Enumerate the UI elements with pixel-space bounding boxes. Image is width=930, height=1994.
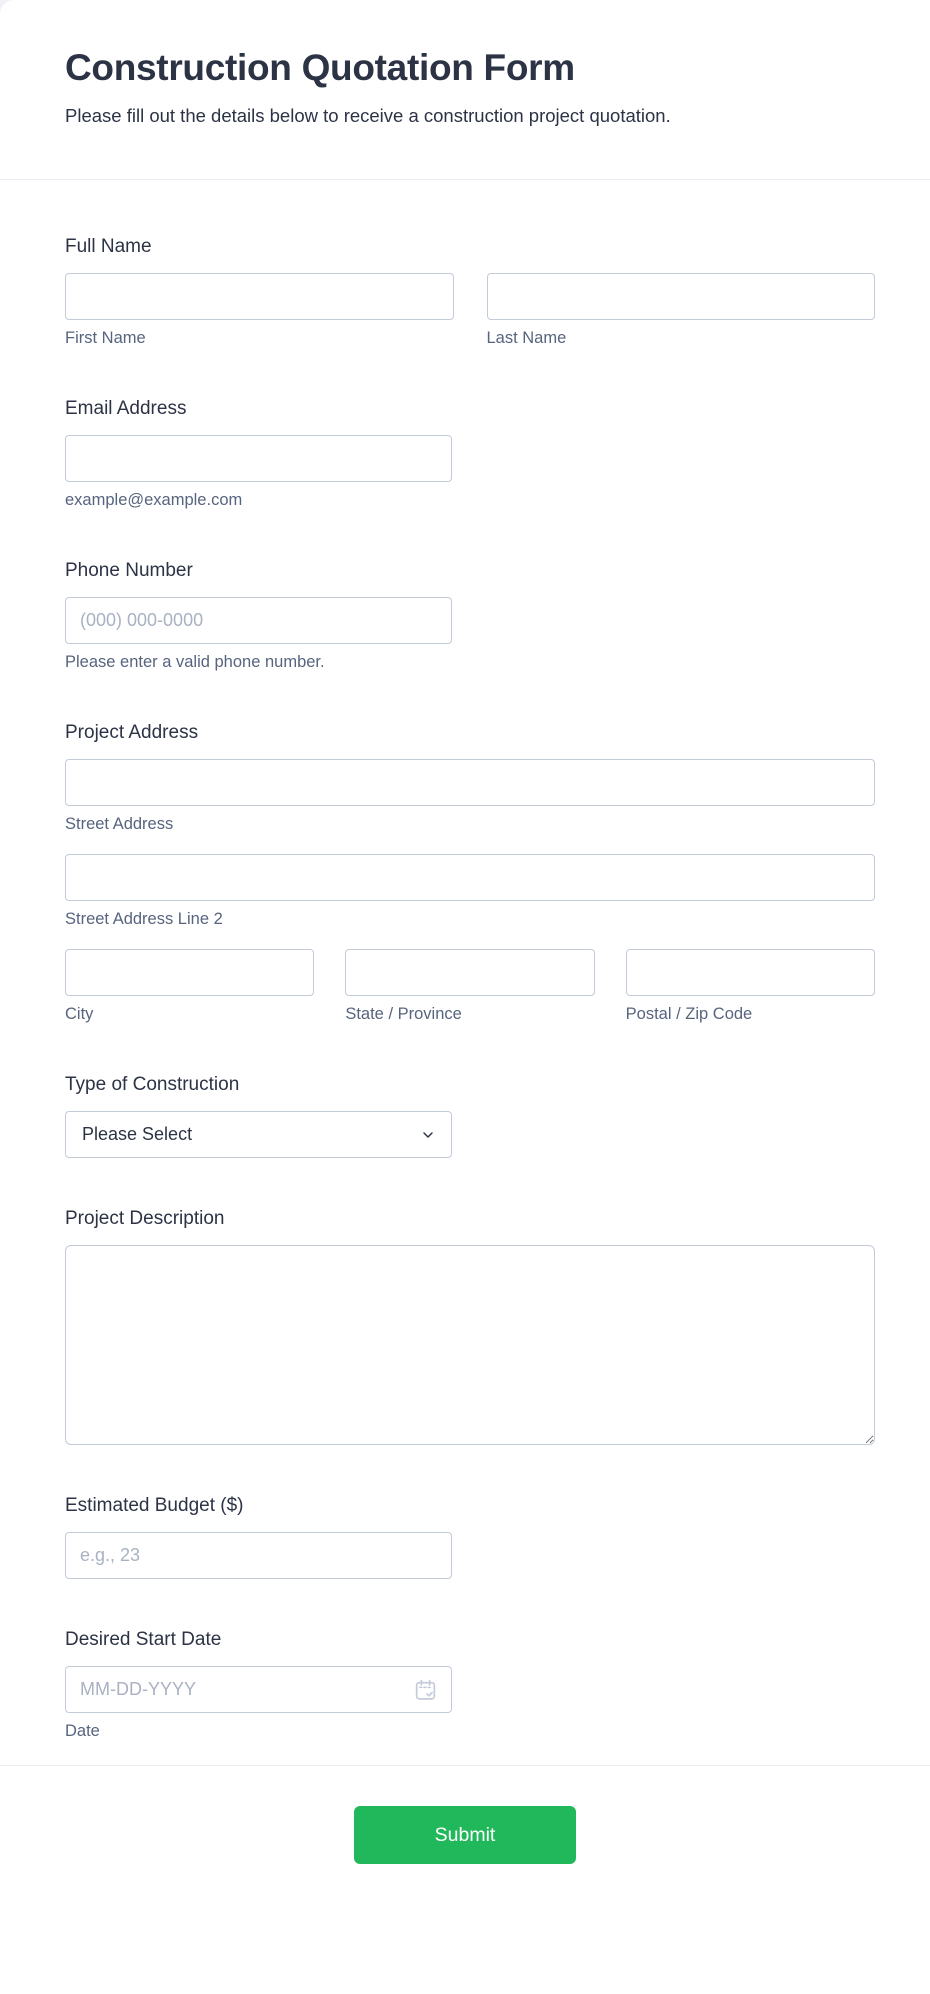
start-date-sublabel: Date xyxy=(65,1722,100,1741)
zip-input[interactable] xyxy=(626,949,875,996)
city-input[interactable] xyxy=(65,949,314,996)
phone-sublabel: Please enter a valid phone number. xyxy=(65,653,325,672)
phone-input[interactable] xyxy=(65,597,452,644)
construction-type-selected-value: Please Select xyxy=(82,1124,193,1145)
project-description-label: Project Description xyxy=(65,1208,225,1230)
form-subtitle: Please fill out the details below to receive a construction project quotation. xyxy=(65,105,671,127)
field-project-description xyxy=(65,1208,875,1445)
street-address-2-sublabel: Street Address Line 2 xyxy=(65,910,223,929)
start-date-label: Desired Start Date xyxy=(65,1629,222,1651)
street-address-2-input[interactable] xyxy=(65,854,875,901)
estimated-budget-label: Estimated Budget ($) xyxy=(65,1495,244,1517)
email-sublabel: example@example.com xyxy=(65,491,243,510)
city-sublabel: City xyxy=(65,1005,94,1024)
start-date-input[interactable] xyxy=(65,1666,452,1713)
field-construction-type xyxy=(65,1074,875,1158)
form-body xyxy=(0,180,930,1741)
field-full-name xyxy=(65,236,875,348)
submit-section xyxy=(0,1765,930,1916)
field-project-address xyxy=(65,722,875,1024)
field-start-date xyxy=(65,1629,875,1741)
construction-type-select[interactable] xyxy=(65,1111,452,1158)
field-email xyxy=(65,398,875,510)
form-title: Construction Quotation Form xyxy=(65,47,575,88)
street-address-sublabel: Street Address xyxy=(65,815,174,834)
state-input[interactable] xyxy=(345,949,594,996)
zip-sublabel: Postal / Zip Code xyxy=(625,1005,753,1024)
last-name-sublabel: Last Name xyxy=(486,329,567,348)
project-description-textarea[interactable] xyxy=(65,1245,875,1445)
full-name-label: Full Name xyxy=(65,236,152,258)
email-input[interactable] xyxy=(65,435,452,482)
form-header xyxy=(0,0,930,130)
last-name-input[interactable] xyxy=(487,273,876,320)
submit-button[interactable]: Submit xyxy=(354,1806,576,1864)
email-label: Email Address xyxy=(65,398,187,420)
field-estimated-budget xyxy=(65,1495,875,1579)
construction-type-label: Type of Construction xyxy=(65,1074,240,1096)
street-address-input[interactable] xyxy=(65,759,875,806)
state-sublabel: State / Province xyxy=(345,1005,462,1024)
first-name-input[interactable] xyxy=(65,273,454,320)
calendar-check-icon[interactable] xyxy=(413,1677,438,1702)
project-address-label: Project Address xyxy=(65,722,199,744)
first-name-sublabel: First Name xyxy=(65,329,146,348)
chevron-down-icon xyxy=(420,1127,436,1143)
field-phone xyxy=(65,560,875,672)
estimated-budget-input[interactable] xyxy=(65,1532,452,1579)
phone-label: Phone Number xyxy=(65,560,193,582)
